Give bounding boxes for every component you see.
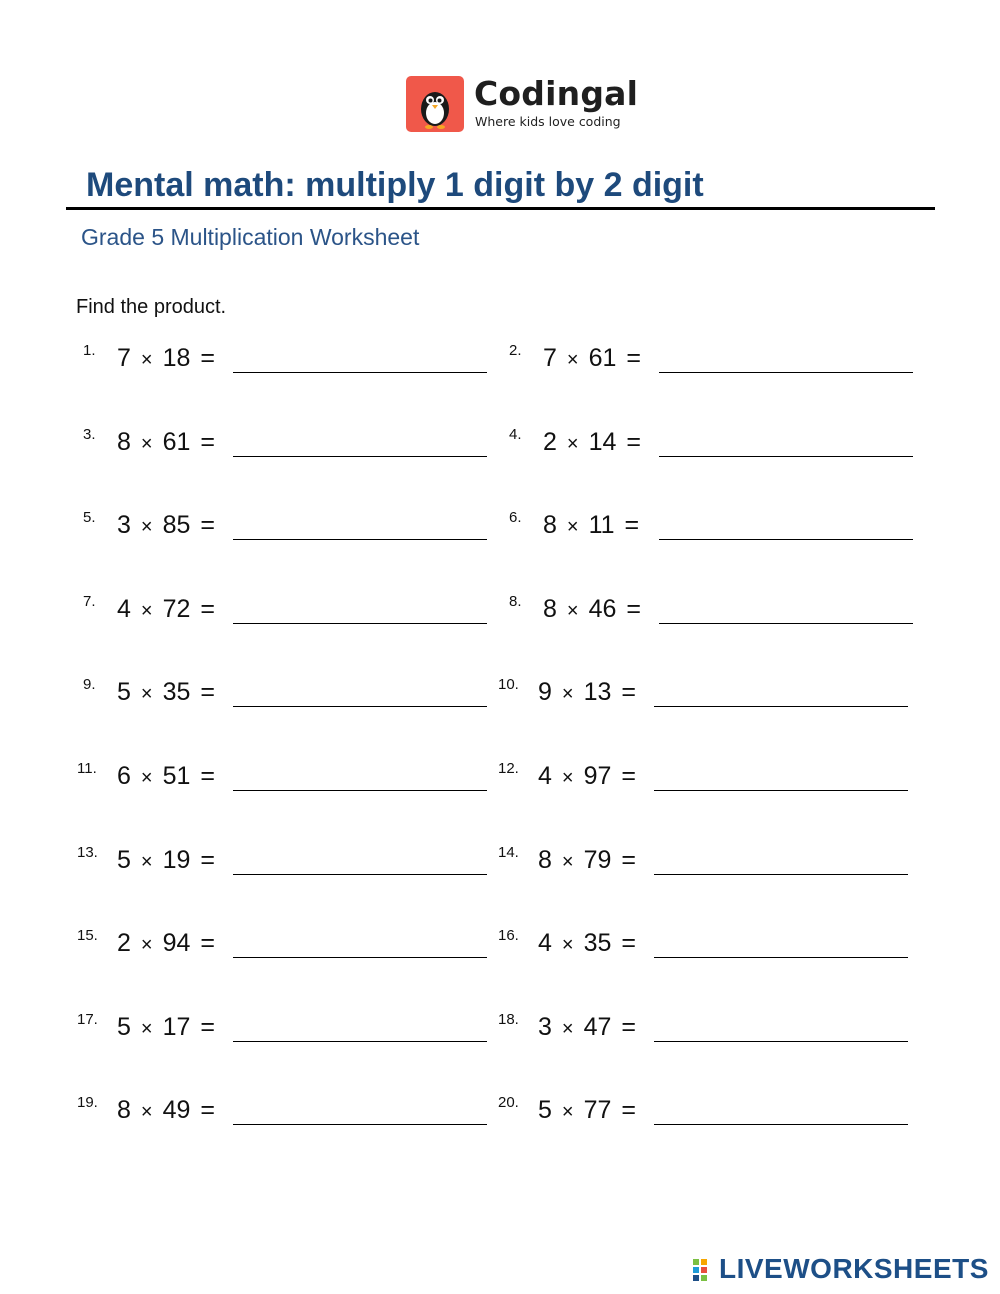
liveworksheets-icon [693,1259,715,1286]
equals-sign: = [621,678,637,707]
operand-a: 8 [543,511,557,540]
operand-b: 35 [583,929,612,958]
brand-name: Codingal [474,74,639,113]
answer-field[interactable] [233,372,487,373]
problem-item [77,1010,523,1051]
problem-item [509,593,949,633]
equals-sign: = [200,344,216,372]
operand-a: 8 [543,594,557,623]
problem-number: 14. [498,843,519,861]
answer-field[interactable] [233,456,487,457]
problem-expression [117,344,225,373]
problem-item [498,676,944,716]
brand-tagline: Where kids love coding [475,114,621,129]
equals-sign: = [200,427,216,456]
times-sign: × [140,767,153,789]
times-sign: × [140,599,153,622]
operand-b: 17 [162,1012,191,1041]
times-sign: × [140,683,153,706]
problem-expression [117,1013,225,1042]
times-sign: × [140,432,153,455]
operand-b: 61 [162,427,191,456]
answer-field[interactable] [654,957,908,958]
equals-sign: = [621,845,637,874]
operand-a: 8 [117,1096,131,1125]
operand-b: 46 [588,594,617,623]
problem-number: 17. [77,1010,98,1028]
operand-a: 4 [538,762,552,790]
problem-expression [538,1013,646,1042]
codingal-logo [406,74,639,134]
operand-a: 6 [117,762,131,790]
problem-number: 19. [77,1094,98,1112]
problem-item [498,1094,944,1134]
times-sign: × [561,1101,574,1124]
answer-field[interactable] [233,1041,487,1042]
answer-field[interactable] [233,1124,487,1125]
times-sign: × [561,934,574,957]
problem-number: 6. [509,509,522,527]
problem-number: 12. [498,760,519,777]
times-sign: × [561,683,574,706]
operand-b: 79 [583,845,612,874]
problem-item [498,760,944,800]
answer-field[interactable] [233,874,487,875]
operand-a: 2 [543,427,557,456]
times-sign: × [140,516,153,539]
operand-a: 8 [538,845,552,874]
problem-expression [117,762,225,791]
operand-b: 18 [162,344,191,372]
operand-b: 97 [583,762,612,790]
equals-sign: = [621,762,637,790]
equals-sign: = [200,1096,216,1125]
answer-field[interactable] [659,623,913,624]
equals-sign: = [200,678,216,707]
problem-expression [538,762,646,791]
answer-field[interactable] [233,706,487,707]
equals-sign: = [626,427,642,456]
equals-sign: = [200,762,216,790]
operand-a: 7 [543,344,557,372]
problem-expression [543,428,651,457]
operand-a: 5 [538,1096,552,1125]
problem-item [509,426,949,466]
problem-item [83,676,523,716]
operand-b: 61 [588,344,617,372]
times-sign: × [566,516,579,539]
problem-expression [117,1096,225,1125]
problem-item [83,593,523,633]
operand-a: 8 [117,427,131,456]
worksheet-subtitle: Grade 5 Multiplication Worksheet [81,224,420,250]
operand-a: 3 [117,511,131,540]
problem-expression [117,511,225,540]
answer-field[interactable] [233,790,487,791]
operand-a: 4 [117,594,131,623]
times-sign: × [140,934,153,957]
times-sign: × [140,1101,153,1124]
operand-a: 7 [117,344,131,372]
problem-item [509,342,949,382]
problem-number: 16. [498,927,519,945]
instruction-text: Find the product. [76,296,227,318]
problem-number: 20. [498,1094,519,1112]
problem-number: 5. [83,509,96,527]
problem-item [83,342,523,382]
operand-b: 14 [588,427,617,456]
operand-a: 2 [117,929,131,958]
problem-item [83,509,523,549]
problem-expression [543,511,649,540]
answer-field[interactable] [654,874,908,875]
operand-b: 19 [162,845,191,874]
operand-b: 94 [162,929,191,958]
problem-number: 18. [498,1010,519,1028]
problem-item [509,509,949,549]
problem-number: 2. [509,342,522,359]
equals-sign: = [621,1096,637,1125]
times-sign: × [561,850,574,873]
times-sign: × [566,599,579,622]
problem-number: 8. [509,592,522,610]
equals-sign: = [200,1012,216,1041]
problem-number: 10. [498,676,519,694]
operand-a: 5 [117,845,131,874]
watermark-text: LIVEWORKSHEETS [719,1253,989,1284]
problem-expression [538,678,646,707]
operand-b: 51 [162,762,191,790]
problem-item [77,760,523,800]
equals-sign: = [621,1012,637,1041]
title-divider [66,207,935,210]
problem-number: 9. [83,676,96,694]
answer-field[interactable] [233,623,487,624]
problem-number: 15. [77,927,98,945]
problem-expression [538,929,646,958]
answer-field[interactable] [654,790,908,791]
times-sign: × [140,850,153,873]
problem-expression [117,428,225,457]
answer-field[interactable] [659,539,913,540]
operand-b: 47 [583,1012,612,1041]
problem-item [83,426,523,466]
times-sign: × [561,1017,574,1040]
equals-sign: = [626,344,642,372]
liveworksheets-watermark [693,1253,993,1286]
equals-sign: = [200,929,216,958]
problem-item [77,927,523,967]
operand-a: 4 [538,929,552,958]
penguin-icon [406,76,464,132]
problem-number: 7. [83,592,96,610]
problem-number: 13. [77,843,98,861]
operand-a: 3 [538,1012,552,1041]
operand-a: 9 [538,678,552,707]
problem-number: 4. [509,425,522,443]
problem-item [498,843,944,884]
times-sign: × [140,1017,153,1040]
operand-b: 72 [162,594,191,623]
problem-item [77,1094,523,1134]
times-sign: × [566,349,579,371]
answer-field[interactable] [654,1041,908,1042]
equals-sign: = [200,594,216,623]
operand-b: 85 [162,511,191,540]
answer-field[interactable] [233,539,487,540]
operand-a: 5 [117,678,131,707]
operand-b: 49 [162,1096,191,1125]
times-sign: × [140,349,153,371]
answer-field[interactable] [659,372,913,373]
times-sign: × [566,432,579,455]
equals-sign: = [621,929,637,958]
worksheet-title: Mental math: multiply 1 digit by 2 digit [86,166,704,204]
answer-field[interactable] [659,456,913,457]
operand-b: 13 [583,678,612,707]
problem-expression [543,344,651,373]
operand-b: 77 [583,1096,612,1125]
problem-item [498,1010,944,1051]
operand-b: 35 [162,678,191,707]
answer-field[interactable] [233,957,487,958]
problem-expression [117,595,225,624]
problem-expression [117,929,225,958]
equals-sign: = [200,845,216,874]
problem-number: 3. [83,425,96,443]
equals-sign: = [624,511,640,540]
operand-a: 5 [117,1012,131,1041]
times-sign: × [561,767,574,789]
answer-field[interactable] [654,1124,908,1125]
equals-sign: = [626,594,642,623]
problem-expression [538,1096,646,1125]
answer-field[interactable] [654,706,908,707]
problem-expression [117,678,225,707]
operand-b: 11 [588,511,615,540]
problem-expression [117,846,225,875]
problem-item [498,927,944,967]
problem-item [77,843,523,884]
problem-number: 1. [83,342,96,359]
equals-sign: = [200,511,216,540]
problem-expression [543,595,651,624]
problem-expression [538,846,646,875]
problem-number: 11. [77,760,97,777]
